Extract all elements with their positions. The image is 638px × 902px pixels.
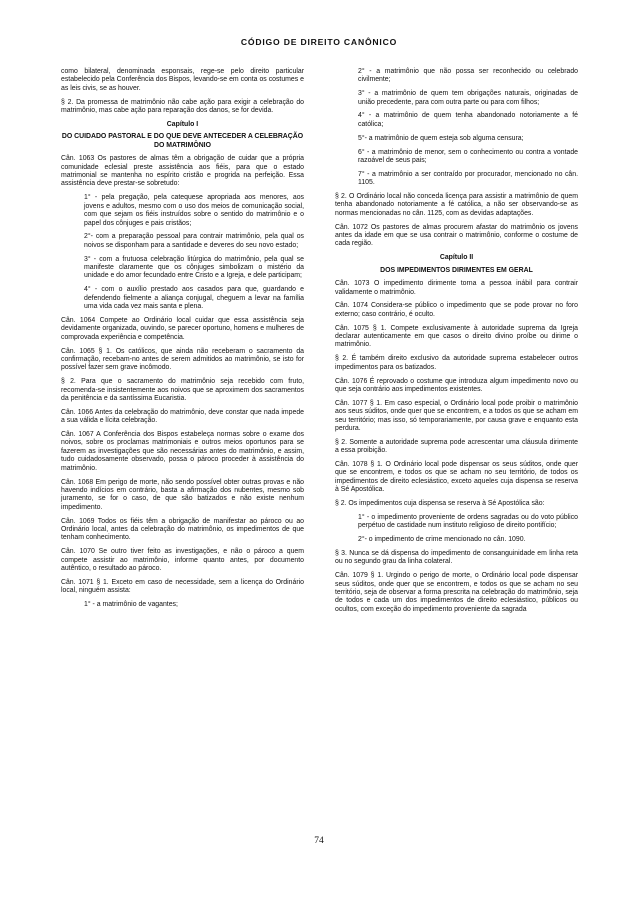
paragraph: § 2. Da promessa de matrimônio não cabe ação para exigir a celebração do matrimônio, mas cabe ação para reparação dos danos, se for devida. <box>61 98 304 115</box>
right-column <box>335 68 578 620</box>
chapter-title: Capítulo I <box>166 120 199 128</box>
paragraph: Cân. 1072 Os pastores de almas procurem afastar do matrimônio os jovens antes da idade em que se usa contrair o matrimônio, conforme o costume de cada região. <box>335 223 578 248</box>
paragraph: Cân. 1069 Todos os fiéis têm a obrigação de manifestar ao pároco ou ao Ordinário local, antes da celebração do matrimônio, os impedimentos de que tenham conhecimento. <box>61 517 304 542</box>
list-item: 1° - a matrimônio de vagantes; <box>84 601 178 609</box>
page-number: 74 <box>314 836 324 846</box>
chapter-title: Capítulo II <box>439 254 474 262</box>
paragraph: Cân. 1070 Se outro tiver feito as investigações, e não o pároco a quem compete assistir ao matrimônio, informe quanto antes, por documento autêntico, o resultado ao pároco. <box>61 548 304 573</box>
paragraph: § 2. Somente a autoridade suprema pode acrescentar uma cláusula dirimente a essa proibição. <box>335 438 578 455</box>
list-item: 2° - a matrimônio que não possa ser reconhecido ou celebrado civilmente; <box>358 68 578 84</box>
list-item: 3° - a matrimônio de quem tem obrigações naturais, originadas de união precedente, para com outra parte ou para com filhos; <box>358 90 578 106</box>
paragraph: Cân. 1077 § 1. Em caso especial, o Ordinário local pode proibir o matrimônio aos seus súditos, onde quer que se encontrem, e a todos os que se acham em seu território; mas isso, só temporariamente, por causa grave e enquanto esta perdura. <box>335 399 578 432</box>
paragraph: Cân. 1074 Considera-se público o impedimento que se pode provar no foro externo; caso contrário, é oculto. <box>335 302 578 318</box>
section-title: DOS IMPEDIMENTOS DIRIMENTES EM GERAL <box>380 266 533 274</box>
list-item: 2°- com a preparação pessoal para contrair matrimônio, pela qual os noivos se disponham para a santidade e deveres do seu novo estado; <box>84 233 304 249</box>
paragraph: Cân. 1063 Os pastores de almas têm a obrigação de cuidar que a própria comunidade eclesial preste assistência aos fiéis, para que o estado matrimonial se mantenha no espírito cristão e progrida na perfeição. Essa assistência deve prestar-se sobretudo: <box>61 155 304 188</box>
list-item: 4° - a matrimônio de quem tenha abandonado notoriamente a fé católica; <box>358 112 578 128</box>
list-item: 3° - com a frutuosa celebração litúrgica do matrimônio, pela qual se manifeste claramente que os cônjuges simbolizam o mistério da unidade e do amor fecundado entre Cristo e a Igreja, e dele participam; <box>84 255 304 280</box>
paragraph: Cân. 1076 É reprovado o costume que introduza algum impedimento novo ou que seja contrário aos impedimentos existentes. <box>335 377 578 393</box>
left-column <box>61 68 304 615</box>
paragraph: Cân. 1075 § 1. Compete exclusivamente à autoridade suprema da Igreja declarar autenticamente em que casos o direito divino proíbe ou dirime o matrimônio. <box>335 324 578 349</box>
paragraph: § 2. O Ordinário local não conceda licença para assistir a matrimônio de quem tenha abandonado notoriamente a fé católica, a não ser observando-se as normas mencionadas no cân. 1125, com as devidas adaptações. <box>335 192 578 217</box>
paragraph: Cân. 1066 Antes da celebração do matrimônio, deve constar que nada impede a sua válida e lícita celebração. <box>61 408 304 425</box>
paragraph: como bilateral, denominada esponsais, rege-se pelo direito particular estabelecido pela Conferência dos Bispos, levando-se em conta os costumes e as leis civis, se as houver. <box>61 68 304 92</box>
paragraph: Cân. 1079 § 1. Urgindo o perigo de morte, o Ordinário local pode dispensar seus súditos, onde quer que se encontrem, e todos os que se acham no seu território, seja de observar a forma prescrita na celebração do matrimônio, seja de todos e cada um dos impedimentos de direito eclesiástico, públicos ou ocultos, com exceção do impedimento proveniente da sagrada <box>335 572 578 613</box>
paragraph: § 3. Nunca se dá dispensa do impedimento de consanguinidade em linha reta ou no segundo grau da linha colateral. <box>335 549 578 566</box>
list-item: 7° - a matrimônio a ser contraído por procurador, mencionado no cân. 1105. <box>358 170 578 187</box>
list-item: 4° - com o auxílio prestado aos casados para que, guardando e defendendo fielmente a aliança conjugal, cheguem a levar na família uma vida cada vez mais santa e plena. <box>84 286 304 311</box>
paragraph: § 2. Os impedimentos cuja dispensa se reserva à Sé Apostólica são: <box>335 500 545 508</box>
paragraph: Cân. 1065 § 1. Os católicos, que ainda não receberam o sacramento da confirmação, recebam-no antes de serem admitidos ao matrimônio, se isto for possível fazer sem grave incômodo. <box>61 347 304 372</box>
list-item: 2°- o impedimento de crime mencionado no cân. 1090. <box>358 536 526 544</box>
section-title: DO CUIDADO PASTORAL E DO QUE DEVE ANTECEDER A CELEBRAÇÃO DO MATRIMÔNIO <box>61 133 304 149</box>
paragraph: § 2. Para que o sacramento do matrimônio seja recebido com fruto, recomenda-se insistentemente aos noivos que se aproximem dos sacramentos da penitência e da santíssima Eucaristia. <box>61 378 304 403</box>
paragraph: Cân. 1067 A Conferência dos Bispos estabeleça normas sobre o exame dos noivos, sobre os proclamas matrimoniais e outros meios oportunos para se fazerem as investigações que são necessárias antes do matrimônio, e assim, tudo cuidadosamente observado, possa o pároco proceder à assistência do matrimônio. <box>61 431 304 472</box>
paragraph: Cân. 1064 Compete ao Ordinário local cuidar que essa assistência seja devidamente organizada, ouvindo, se parecer oportuno, homens e mulheres de comprovada experiência e competência. <box>61 316 304 341</box>
list-item: 5°- a matrimônio de quem esteja sob alguma censura; <box>358 134 524 142</box>
paragraph: Cân. 1078 § 1. O Ordinário local pode dispensar os seus súditos, onde quer que se encontrem, e todos os que se acham no seu território, de todos os impedimentos de direito eclesiástico, exceto aqueles cuja dispensa se reserva à Sé Apostólica. <box>335 461 578 494</box>
list-item: 1° - o impedimento proveniente de ordens sagradas ou do voto público perpétuo de castidade num instituto religioso de direito pontifício; <box>358 513 578 530</box>
running-header: CÓDIGO DE DIREITO CANÔNICO <box>240 37 398 47</box>
list-item: 1° - pela pregação, pela catequese apropriada aos menores, aos jovens e adultos, mesmo com o uso dos meios de comunicação social, com que sejam os fiéis instruídos sobre o sentido do matrimônio e o papel dos cônjuges e pais cristãos; <box>84 194 304 227</box>
list-item: 6° - a matrimônio de menor, sem o conhecimento ou contra a vontade razoável de seus pais; <box>358 148 578 164</box>
paragraph: § 2. É também direito exclusivo da autoridade suprema estabelecer outros impedimentos para os batizados. <box>335 355 578 371</box>
paragraph: Cân. 1068 Em perigo de morte, não sendo possível obter outras provas e não havendo indícios em contrário, basta a afirmação dos nubentes, mesmo sob juramento, se for o caso, de que são batizados e não existe nenhum impedimento. <box>61 478 304 511</box>
paragraph: Cân. 1071 § 1. Exceto em caso de necessidade, sem a licença do Ordinário local, ninguém assista: <box>61 578 304 595</box>
paragraph: Cân. 1073 O impedimento dirimente torna a pessoa inábil para contrair validamente o matrimônio. <box>335 280 578 296</box>
